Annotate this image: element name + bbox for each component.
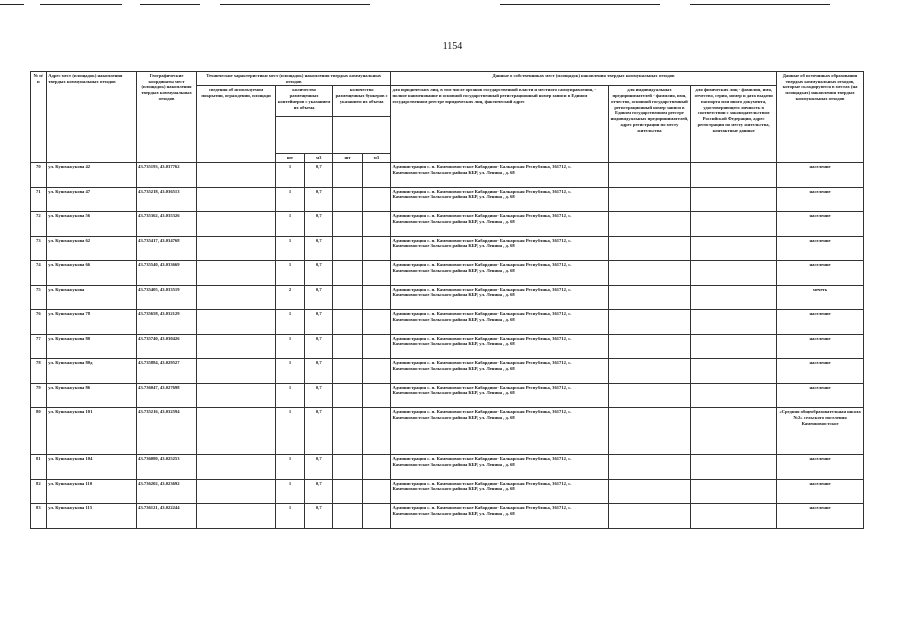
row-geo: 43.736202, 43.023692	[136, 479, 197, 504]
row-ip	[608, 334, 691, 359]
header-address: Адрес мест (площадок) накопления твердых коммунальных отходов	[46, 72, 136, 163]
row-no: 75	[31, 285, 47, 310]
row-container-count: 1	[275, 455, 304, 480]
row-address: ул. Кушхажукова 101	[46, 408, 136, 455]
row-container-volume: 0,7	[305, 163, 333, 188]
row-owner: Администрация с. п. Каменномостское Кабардино- Балкарская Республика, 361712, с. Каменномостское Зольского района КБР, ул. Ленина , д. 68	[390, 310, 608, 335]
row-bunker-volume	[362, 408, 390, 455]
row-bunker-count	[333, 504, 362, 529]
row-container-count: 1	[275, 310, 304, 335]
row-container-count: 2	[275, 285, 304, 310]
row-geo: 43.735216, 43.032594	[136, 408, 197, 455]
row-container-count: 1	[275, 408, 304, 455]
row-ip	[608, 261, 691, 286]
page-number: 1154	[442, 41, 463, 52]
row-owner: Администрация с. п. Каменномостское Кабардино- Балкарская Республика, 361712, с. Каменномостское Зольского района КБР, ул. Ленина , д. 68	[390, 285, 608, 310]
row-fl	[691, 383, 777, 408]
row-cover	[197, 236, 275, 261]
row-owner: Администрация с. п. Каменномостское Кабардино- Балкарская Республика, 361712, с. Каменномостское Зольского района КБР, ул. Ленина , д. 68	[390, 359, 608, 384]
row-geo: 43.735540, 43.033669	[136, 261, 197, 286]
row-address: ул. Кушхажукова 62	[46, 236, 136, 261]
row-no: 81	[31, 455, 47, 480]
unit-bunk-m3: м3	[362, 154, 390, 163]
row-source: «Средняя общеобразовательная школа №2» сельского поселения Каменномостское	[777, 408, 864, 455]
row-owner: Администрация с. п. Каменномостское Кабардино- Балкарская Республика, 361712, с. Каменномостское Зольского района КБР, ул. Ленина , д. 68	[390, 455, 608, 480]
row-geo: 43.736080, 43.025253	[136, 455, 197, 480]
header-legal: для юридических лиц, в том числе органов государственной власти и местного самоуправления, - полное наименование и основной государственный регистрационный номер записи в Едином государственном реестре юридических лиц, фактический адрес	[390, 86, 608, 163]
row-container-count: 1	[275, 212, 304, 237]
row-bunker-count	[333, 334, 362, 359]
row-ip	[608, 408, 691, 455]
row-container-volume: 0,7	[305, 310, 333, 335]
row-container-volume: 0,7	[305, 408, 333, 455]
table-row	[31, 236, 864, 261]
table-row	[31, 455, 864, 480]
row-container-count: 1	[275, 261, 304, 286]
row-ip	[608, 236, 691, 261]
row-bunker-volume	[362, 261, 390, 286]
row-address: ул. Кушхажукова 80д	[46, 359, 136, 384]
row-cover	[197, 408, 275, 455]
unit-cont-m3: м3	[305, 154, 333, 163]
header-fl: для физических лиц - фамилия, имя, отчество, серия, номер и дата выдачи паспорта или иного документа, удостоверяющего личность в соответствии с законодательством Российской Федерации, адрес регистрации по месту жительства, контактные данные	[691, 86, 777, 163]
row-cover	[197, 383, 275, 408]
top-rule-2	[40, 4, 122, 5]
table-row	[31, 408, 864, 455]
header-sources: Данные об источниках образования твердых коммунальных отходов, которые складируются в местах (на площадках) накопления твердых коммунальных отходов	[777, 72, 864, 163]
header-cover: сведения об используемом покрытии, ограждении, площади	[197, 86, 275, 163]
row-ip	[608, 285, 691, 310]
row-container-volume: 0,7	[305, 334, 333, 359]
row-address: ул. Кушхажукова 110	[46, 479, 136, 504]
row-bunker-count	[333, 479, 362, 504]
row-cover	[197, 212, 275, 237]
table-row	[31, 479, 864, 504]
row-fl	[691, 310, 777, 335]
row-source: население	[777, 504, 864, 529]
row-fl	[691, 504, 777, 529]
row-geo: 43.735884, 43.029527	[136, 359, 197, 384]
row-cover	[197, 504, 275, 529]
unit-bunk-pcs: шт	[333, 154, 362, 163]
row-no: 82	[31, 479, 47, 504]
row-source: население	[777, 455, 864, 480]
row-bunker-volume	[362, 479, 390, 504]
row-bunker-count	[333, 455, 362, 480]
row-source: население	[777, 187, 864, 212]
row-owner: Администрация с. п. Каменномостское Кабардино- Балкарская Республика, 361712, с. Каменномостское Зольского района КБР, ул. Ленина , д. 68	[390, 334, 608, 359]
row-bunker-volume	[362, 359, 390, 384]
row-owner: Администрация с. п. Каменномостское Кабардино- Балкарская Республика, 361712, с. Каменномостское Зольского района КБР, ул. Ленина , д. 68	[390, 187, 608, 212]
header-geo: Географические координаты мест (площадок) накопления твердых коммунальных отходов	[136, 72, 197, 163]
row-container-volume: 0,7	[305, 383, 333, 408]
row-no: 79	[31, 383, 47, 408]
row-geo: 43.736047, 43.027698	[136, 383, 197, 408]
table-row	[31, 163, 864, 188]
row-container-volume: 0,7	[305, 285, 333, 310]
row-bunker-count	[333, 383, 362, 408]
row-owner: Администрация с. п. Каменномостское Кабардино- Балкарская Республика, 361712, с. Каменномостское Зольского района КБР, ул. Ленина , д. 68	[390, 163, 608, 188]
row-container-volume: 0,7	[305, 236, 333, 261]
row-cover	[197, 359, 275, 384]
row-container-count: 1	[275, 334, 304, 359]
row-fl	[691, 455, 777, 480]
row-container-volume: 0,7	[305, 212, 333, 237]
row-container-volume: 0,7	[305, 359, 333, 384]
row-address: ул. Кушхажукова 104	[46, 455, 136, 480]
row-fl	[691, 359, 777, 384]
row-container-count: 1	[275, 187, 304, 212]
table-row	[31, 187, 864, 212]
row-ip	[608, 383, 691, 408]
row-bunker-count	[333, 408, 362, 455]
row-source: население	[777, 479, 864, 504]
row-source: мечеть	[777, 285, 864, 310]
row-ip	[608, 504, 691, 529]
row-bunker-volume	[362, 334, 390, 359]
row-no: 80	[31, 408, 47, 455]
top-rule-4	[220, 4, 370, 5]
row-address: ул. Кушхажукова 86	[46, 383, 136, 408]
row-ip	[608, 455, 691, 480]
table-row	[31, 261, 864, 286]
header-bunkers-pad	[333, 117, 391, 154]
row-cover	[197, 334, 275, 359]
row-address: ул. Кушхажукова 78	[46, 310, 136, 335]
header-tech: Технические характеристики мест (площадок) накопления твердых коммунальных отходов	[197, 72, 391, 86]
row-owner: Администрация с. п. Каменномостское Кабардино- Балкарская Республика, 361712, с. Каменномостское Зольского района КБР, ул. Ленина , д. 68	[390, 236, 608, 261]
row-cover	[197, 310, 275, 335]
header-ip: для индивидуальных предпринимателей - фамилия, имя, отчество, основной государственный регистрационный номер записи в Едином государственном реестре индивидуальных предпринимателей, адрес регистрации по месту жительства	[608, 86, 691, 163]
row-no: 77	[31, 334, 47, 359]
table-body	[31, 163, 864, 529]
table-row	[31, 504, 864, 529]
row-fl	[691, 334, 777, 359]
row-address: ул. Кушхажукова 42	[46, 163, 136, 188]
row-source: население	[777, 236, 864, 261]
row-ip	[608, 310, 691, 335]
row-owner: Администрация с. п. Каменномостское Кабардино- Балкарская Республика, 361712, с. Каменномостское Зольского района КБР, ул. Ленина , д. 68	[390, 504, 608, 529]
row-fl	[691, 285, 777, 310]
row-geo: 43.735362, 43.035326	[136, 212, 197, 237]
row-geo: 43.735193, 43.037762	[136, 163, 197, 188]
row-bunker-volume	[362, 383, 390, 408]
row-source: население	[777, 261, 864, 286]
row-bunker-volume	[362, 187, 390, 212]
row-container-count: 1	[275, 236, 304, 261]
row-container-count: 1	[275, 163, 304, 188]
row-no: 70	[31, 163, 47, 188]
row-no: 73	[31, 236, 47, 261]
row-bunker-volume	[362, 455, 390, 480]
row-source: население	[777, 310, 864, 335]
row-no: 72	[31, 212, 47, 237]
row-bunker-count	[333, 310, 362, 335]
header-bunkers: количество размещенных бункеров с указанием их объема	[333, 86, 391, 117]
row-fl	[691, 212, 777, 237]
row-container-count: 1	[275, 504, 304, 529]
row-cover	[197, 187, 275, 212]
row-fl	[691, 236, 777, 261]
row-container-volume: 0,7	[305, 479, 333, 504]
row-fl	[691, 187, 777, 212]
row-geo: 43.735740, 43.030426	[136, 334, 197, 359]
row-bunker-count	[333, 359, 362, 384]
row-bunker-volume	[362, 310, 390, 335]
row-bunker-volume	[362, 163, 390, 188]
row-no: 76	[31, 310, 47, 335]
row-geo: 43.736121, 43.022244	[136, 504, 197, 529]
waste-sites-table	[30, 71, 864, 529]
row-source: население	[777, 163, 864, 188]
top-rule-5	[500, 4, 660, 5]
row-bunker-volume	[362, 285, 390, 310]
row-container-volume: 0,7	[305, 261, 333, 286]
header-containers: количество размещенных контейнеров с указанием их объема	[275, 86, 333, 117]
row-address: ул. Кушхажукова 80	[46, 334, 136, 359]
row-owner: Администрация с. п. Каменномостское Кабардино- Балкарская Республика, 361712, с. Каменномостское Зольского района КБР, ул. Ленина , д. 68	[390, 261, 608, 286]
row-address: ул. Кушхажукова 115	[46, 504, 136, 529]
row-owner: Администрация с. п. Каменномостское Кабардино- Балкарская Республика, 361712, с. Каменномостское Зольского района КБР, ул. Ленина , д. 68	[390, 479, 608, 504]
row-container-volume: 0,7	[305, 504, 333, 529]
row-no: 78	[31, 359, 47, 384]
top-rule-6	[690, 4, 830, 5]
row-ip	[608, 359, 691, 384]
top-rule-3	[140, 4, 200, 5]
header-no: № п/п	[31, 72, 47, 163]
row-fl	[691, 163, 777, 188]
row-source: население	[777, 212, 864, 237]
row-container-count: 1	[275, 383, 304, 408]
row-bunker-count	[333, 187, 362, 212]
row-cover	[197, 455, 275, 480]
row-address: ул. Кушхажукова 47	[46, 187, 136, 212]
row-source: население	[777, 359, 864, 384]
row-container-count: 1	[275, 359, 304, 384]
row-geo: 43.735218, 43.036513	[136, 187, 197, 212]
unit-cont-pcs: шт	[275, 154, 304, 163]
row-no: 71	[31, 187, 47, 212]
row-bunker-volume	[362, 212, 390, 237]
row-container-volume: 0,7	[305, 187, 333, 212]
row-ip	[608, 479, 691, 504]
row-address: ул. Кушхажукова 56	[46, 212, 136, 237]
row-bunker-count	[333, 261, 362, 286]
row-container-count: 1	[275, 479, 304, 504]
row-geo: 43.735658, 43.032129	[136, 310, 197, 335]
row-cover	[197, 163, 275, 188]
row-cover	[197, 285, 275, 310]
row-no: 74	[31, 261, 47, 286]
row-source: население	[777, 334, 864, 359]
header-owner-data: Данные о собственниках мест (площадок) накопления твердых коммунальных отходов	[390, 72, 776, 86]
table-row	[31, 212, 864, 237]
row-bunker-count	[333, 163, 362, 188]
row-bunker-volume	[362, 504, 390, 529]
row-geo: 43.735417, 43.034768	[136, 236, 197, 261]
row-bunker-count	[333, 212, 362, 237]
row-fl	[691, 479, 777, 504]
top-rule-1	[0, 4, 24, 5]
row-bunker-count	[333, 236, 362, 261]
row-address: ул. Кушхажукова	[46, 285, 136, 310]
row-owner: Администрация с. п. Каменномостское Кабардино- Балкарская Республика, 361712, с. Каменномостское Зольского района КБР, ул. Ленина , д. 68	[390, 383, 608, 408]
header-containers-pad	[275, 117, 333, 154]
row-bunker-count	[333, 285, 362, 310]
table-row	[31, 310, 864, 335]
row-address: ул. Кушхажукова 66	[46, 261, 136, 286]
row-ip	[608, 212, 691, 237]
table-row	[31, 383, 864, 408]
row-fl	[691, 261, 777, 286]
row-source: население	[777, 383, 864, 408]
row-geo: 43.735405, 43.033519	[136, 285, 197, 310]
row-no: 83	[31, 504, 47, 529]
row-owner: Администрация с. п. Каменномостское Кабардино- Балкарская Республика, 361712, с. Каменномостское Зольского района КБР, ул. Ленина , д. 68	[390, 408, 608, 455]
row-fl	[691, 408, 777, 455]
row-owner: Администрация с. п. Каменномостское Кабардино- Балкарская Республика, 361712, с. Каменномостское Зольского района КБР, ул. Ленина , д. 68	[390, 212, 608, 237]
row-container-volume: 0,7	[305, 455, 333, 480]
row-ip	[608, 187, 691, 212]
table-row	[31, 285, 864, 310]
row-cover	[197, 261, 275, 286]
row-bunker-volume	[362, 236, 390, 261]
table-row	[31, 359, 864, 384]
table-row	[31, 334, 864, 359]
row-ip	[608, 163, 691, 188]
row-cover	[197, 479, 275, 504]
